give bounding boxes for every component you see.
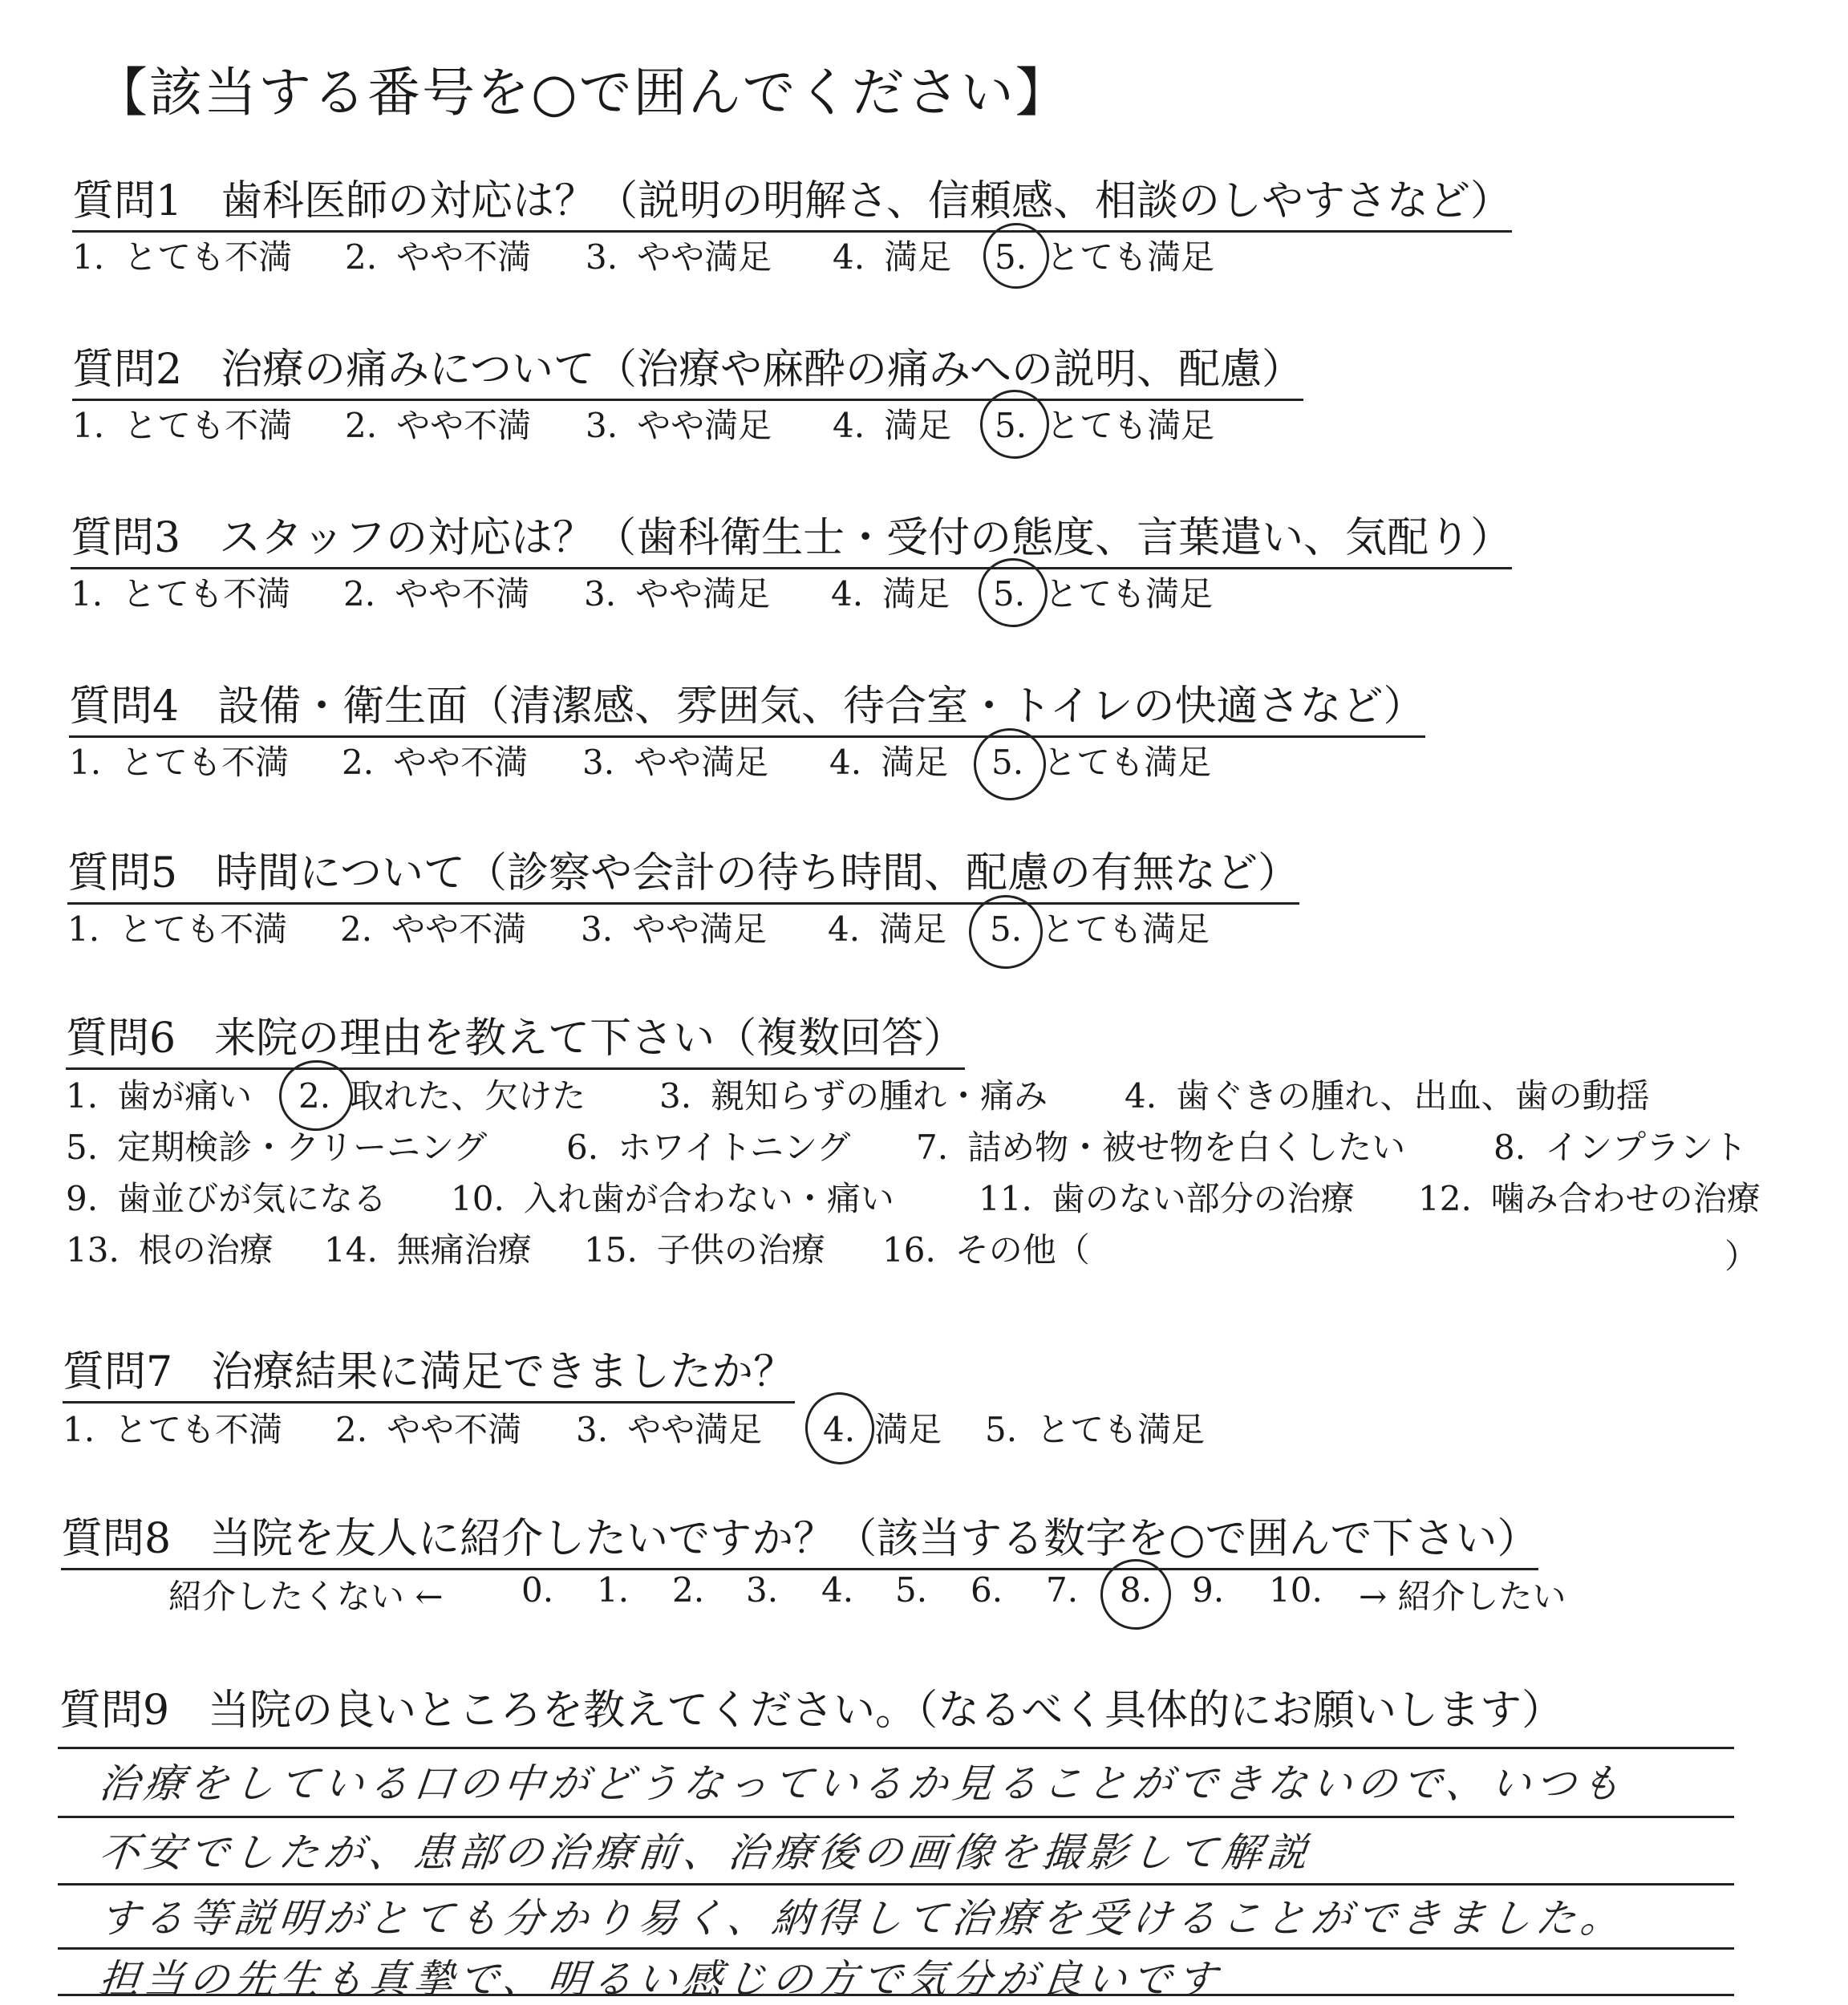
reason-option-16-other[interactable]: 16. その他（ (882, 1230, 1090, 1270)
option-4[interactable]: 4. 満足 (829, 743, 949, 782)
reason-option-2-selected[interactable]: 2. 取れた、欠けた (298, 1076, 586, 1116)
reason-option-3[interactable]: 3. 親知らずの腫れ・痛み (659, 1076, 1048, 1116)
reason-option-4[interactable]: 4. 歯ぐきの腫れ、出血、歯の動揺 (1125, 1076, 1650, 1116)
scale-left-label: 紹介したくない ← (168, 1577, 444, 1616)
question-title (72, 335, 1303, 401)
option-2[interactable]: 2. やや不満 (345, 406, 532, 445)
reason-option-5[interactable]: 5. 定期検診・クリーニング (66, 1128, 488, 1167)
option-5-selected[interactable]: 5. とても満足 (995, 237, 1215, 277)
other-close-paren: ） (1724, 1237, 1759, 1276)
question-text: 治療結果に満足できましたか？ (211, 1348, 796, 1396)
reason-option-12[interactable]: 12. 噛み合わせの治療 (1418, 1179, 1761, 1218)
question-number: 質問5 (67, 849, 178, 897)
question-number: 質問3 (71, 514, 181, 562)
option-4[interactable]: 4. 満足 (828, 909, 947, 949)
scale-0[interactable]: 0. (521, 1570, 554, 1610)
option-5-selected[interactable]: 5. とても満足 (995, 406, 1215, 445)
scale-right-label: → 紹介したい (1359, 1577, 1566, 1616)
option-3[interactable]: 3. やや満足 (582, 743, 769, 782)
option-2[interactable]: 2. やや不満 (343, 574, 530, 614)
question-title (72, 167, 1512, 233)
question-number: 質問1 (72, 177, 183, 225)
question-title (59, 1676, 1563, 1740)
option-3[interactable]: 3. やや満足 (581, 909, 768, 949)
question-number: 質問4 (69, 683, 180, 731)
option-1[interactable]: 1. とても不満 (72, 237, 293, 277)
reason-options (66, 1070, 1790, 1278)
scale-7[interactable]: 7. (1046, 1570, 1079, 1610)
option-1[interactable]: 1. とても不満 (69, 743, 290, 782)
question-title (67, 839, 1299, 905)
question-number: 質問8 (61, 1515, 172, 1563)
question-title (61, 1505, 1538, 1570)
option-2[interactable]: 2. やや不満 (335, 1410, 522, 1449)
question-text: 治療の痛みについて（治療や麻酔の痛みへの説明、配慮） (221, 346, 1304, 394)
recommend-scale (168, 1570, 1612, 1626)
option-1[interactable]: 1. とても不満 (71, 574, 291, 614)
question-number: 質問6 (66, 1015, 176, 1063)
reason-option-8[interactable]: 8. インプラント (1493, 1128, 1748, 1167)
option-1[interactable]: 1. とても不満 (63, 1410, 283, 1449)
scale-9[interactable]: 9. (1192, 1570, 1225, 1610)
ruled-line (58, 1883, 1734, 1886)
question-text: 時間について（診察や会計の待ち時間、配慮の有無など） (216, 849, 1300, 897)
handwritten-answer-line-1: 治療をしている口の中がどうなっているか見ることができないので、いつも (96, 1760, 1628, 1807)
question-number: 質問7 (63, 1348, 173, 1396)
ruled-line (58, 1747, 1734, 1749)
handwritten-answer-line-4: 担当の先生も真摯で、明るい感じの方で気分が良いです (96, 1956, 1224, 2003)
handwritten-answer-line-2: 不安でしたが、患部の治療前、治療後の画像を撮影して解説 (96, 1829, 1315, 1876)
question-text: スタッフの対応は？（歯科衛生士・受付の態度、言葉遣い、気配り） (219, 514, 1513, 562)
reason-option-10[interactable]: 10. 入れ歯が合わない・痛い (451, 1179, 894, 1218)
reason-option-9[interactable]: 9. 歯並びが気になる (66, 1179, 387, 1218)
question-text: 当院の良いところを教えてください。（なるべく具体的にお願いします） (208, 1687, 1564, 1735)
question-text: 当院を友人に紹介したいですか？（該当する数字を○で囲んで下さい） (209, 1515, 1539, 1563)
reason-option-1[interactable]: 1. 歯が痛い (66, 1076, 253, 1116)
question-text: 設備・衛生面（清潔感、雰囲気、待合室・トイレの快適さなど） (217, 683, 1425, 731)
option-5-selected[interactable]: 5. とても満足 (991, 743, 1212, 782)
reason-option-6[interactable]: 6. ホワイトニング (566, 1128, 851, 1167)
question-text: 来院の理由を教えて下さい（複数回答） (214, 1015, 966, 1063)
reason-option-14[interactable]: 14. 無痛治療 (324, 1230, 532, 1270)
scale-5[interactable]: 5. (895, 1570, 928, 1610)
question-title (66, 1004, 965, 1070)
question-number: 質問2 (72, 346, 183, 394)
option-1[interactable]: 1. とても不満 (67, 909, 288, 949)
option-5[interactable]: 5. とても満足 (985, 1410, 1206, 1449)
scale-4[interactable]: 4. (821, 1570, 854, 1610)
scale-10[interactable]: 10. (1269, 1570, 1323, 1610)
option-5-selected[interactable]: 5. とても満足 (990, 909, 1210, 949)
option-3[interactable]: 3. やや満足 (586, 237, 772, 277)
question-title (63, 1338, 795, 1404)
scale-2[interactable]: 2. (672, 1570, 705, 1610)
question-text: 歯科医師の対応は？（説明の明解さ、信頼感、相談のしやすさなど） (221, 177, 1513, 225)
option-2[interactable]: 2. やや不満 (340, 909, 527, 949)
option-2[interactable]: 2. やや不満 (345, 237, 532, 277)
option-3[interactable]: 3. やや満足 (586, 406, 772, 445)
option-3[interactable]: 3. やや満足 (584, 574, 771, 614)
option-4[interactable]: 4. 満足 (831, 574, 950, 614)
option-2[interactable]: 2. やや不満 (342, 743, 529, 782)
page-heading: 【該当する番号を○で囲んでください】 (95, 62, 1070, 124)
option-4[interactable]: 4. 満足 (833, 237, 952, 277)
scale-6[interactable]: 6. (971, 1570, 1003, 1610)
handwritten-answer-line-3: する等説明がとても分かり易く、納得して治療を受けることができました。 (96, 1895, 1628, 1942)
question-title (71, 504, 1512, 569)
option-3[interactable]: 3. やや満足 (576, 1410, 763, 1449)
scale-8-selected[interactable]: 8. (1120, 1570, 1153, 1610)
question-title (69, 672, 1425, 738)
reason-option-7[interactable]: 7. 詰め物・被せ物を白くしたい (916, 1128, 1406, 1167)
option-5-selected[interactable]: 5. とても満足 (993, 574, 1214, 614)
reason-option-15[interactable]: 15. 子供の治療 (584, 1230, 825, 1270)
scale-3[interactable]: 3. (746, 1570, 779, 1610)
scale-1[interactable]: 1. (597, 1570, 630, 1610)
reason-option-13[interactable]: 13. 根の治療 (66, 1230, 274, 1270)
option-4[interactable]: 4. 満足 (833, 406, 952, 445)
reason-option-11[interactable]: 11. 歯のない部分の治療 (979, 1179, 1355, 1218)
question-number: 質問9 (59, 1687, 170, 1735)
ruled-line (58, 1816, 1734, 1818)
option-1[interactable]: 1. とても不満 (72, 406, 293, 445)
free-answer-area[interactable] (58, 1732, 1734, 2003)
option-4-selected[interactable]: 4. 満足 (823, 1410, 942, 1449)
